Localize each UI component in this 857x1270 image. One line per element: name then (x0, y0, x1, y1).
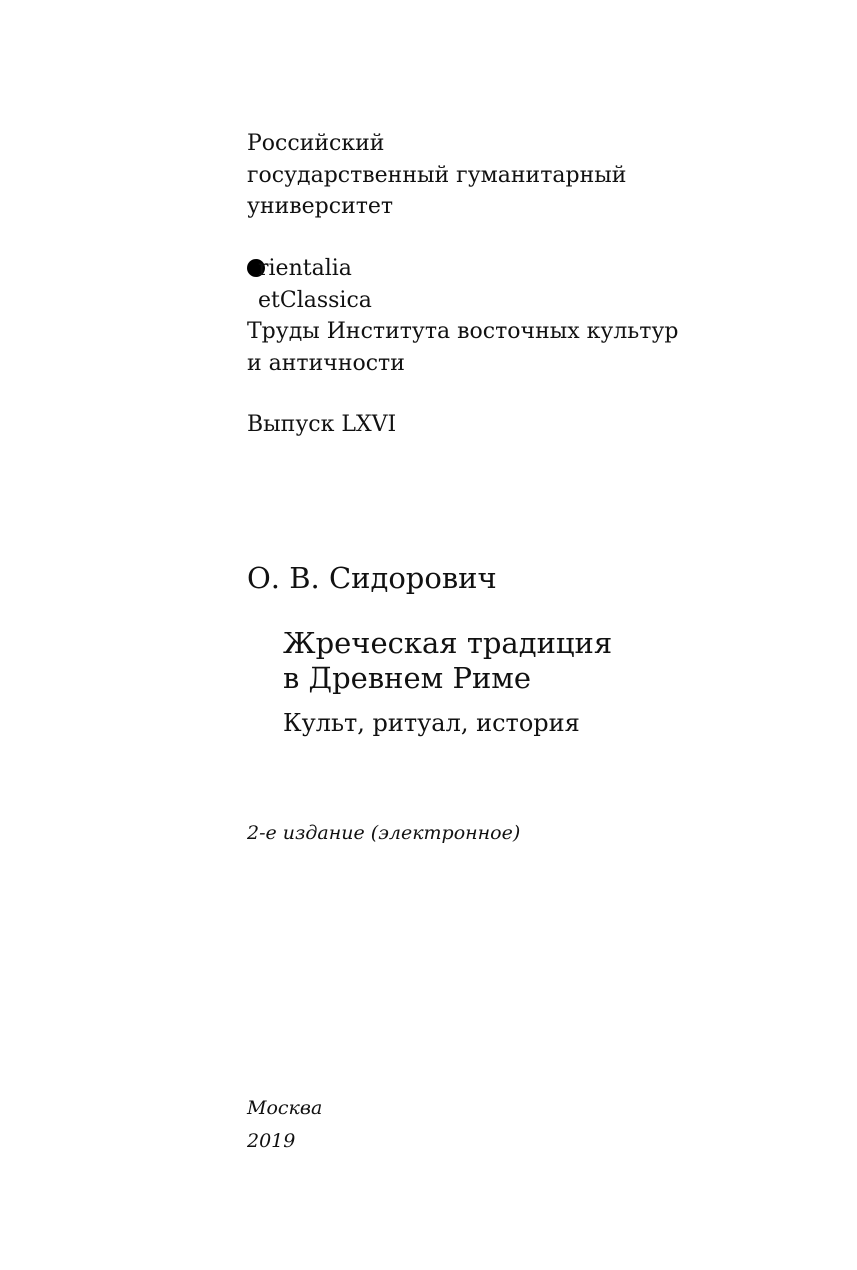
imprint-year: 2019 (247, 1130, 296, 1152)
book-title (283, 626, 612, 696)
edition-text: 2-е издание (электронное) (247, 822, 521, 844)
edition-note (247, 820, 520, 846)
subtitle-text: Культ, ритуал, история (283, 709, 580, 737)
title-line-2: в Древнем Риме (283, 661, 532, 695)
book-title-block (283, 626, 612, 738)
book-author (247, 560, 497, 596)
university-line-3: университет (247, 194, 394, 219)
series-description-line-1: Труды Института восточных культур (247, 319, 679, 344)
series-description-line-2: и античности (247, 350, 405, 376)
series-name-line-1 (247, 253, 678, 285)
university-line-1: Российский (247, 131, 385, 156)
series-block (247, 253, 678, 379)
series-name-part-1: rientalia (258, 256, 352, 281)
publisher-university (247, 128, 626, 223)
author-name: О. В. Сидорович (247, 561, 497, 595)
imprint (247, 1092, 322, 1158)
imprint-city: Москва (247, 1097, 323, 1119)
title-line-1: Жреческая традиция (283, 626, 613, 660)
university-line-2: государственный гуманитарный (247, 162, 627, 188)
series-issue (247, 409, 396, 441)
book-subtitle (283, 708, 612, 738)
issue-number: Выпуск LXVI (247, 412, 397, 437)
series-name-line-2: etClassica (258, 287, 372, 313)
